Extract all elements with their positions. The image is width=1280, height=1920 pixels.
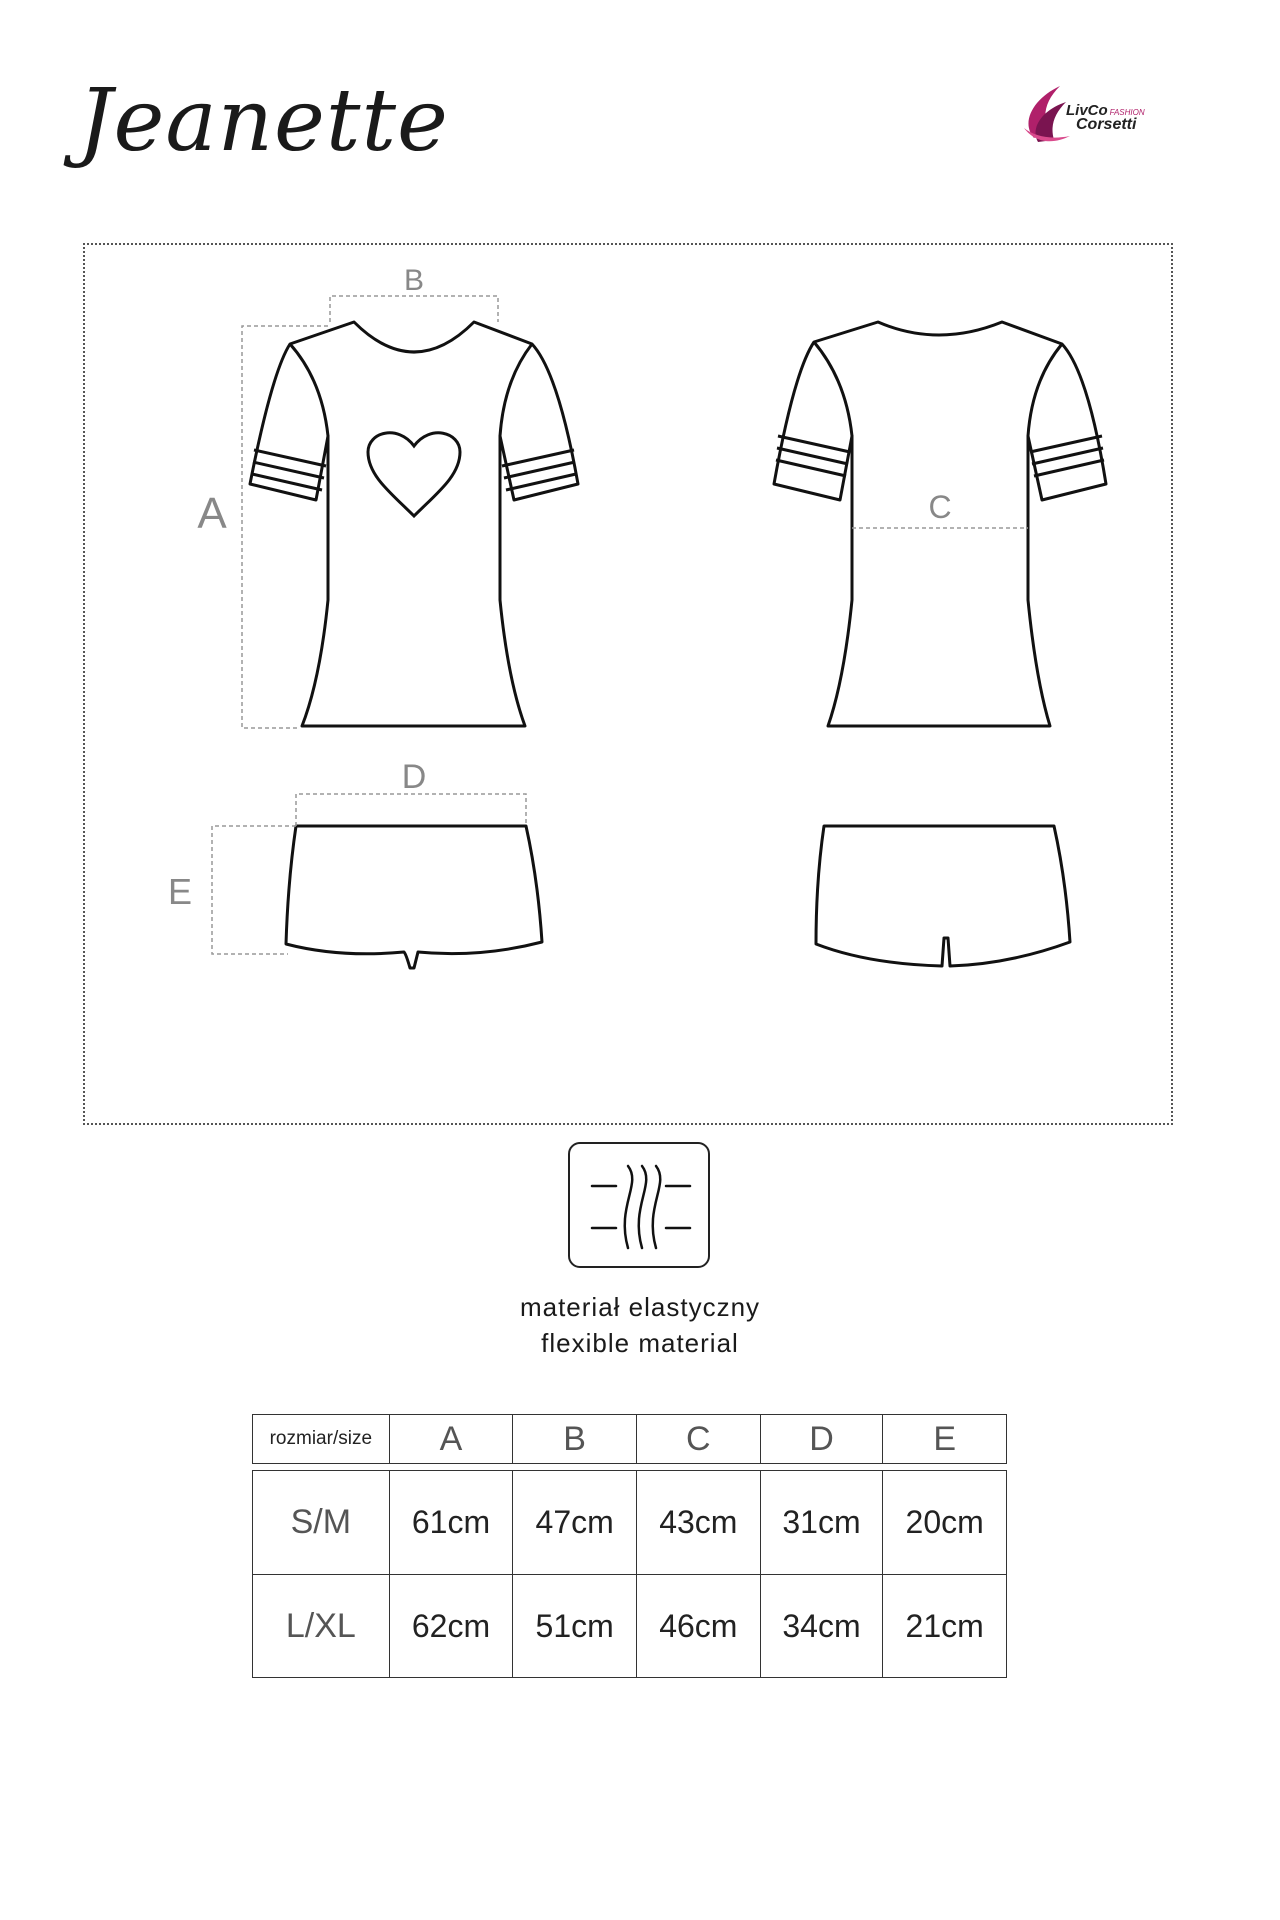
dimension-label-c: C [928,489,952,525]
care-text-pl: materiał elastyczny [519,1292,761,1322]
measurement-cell: 31cm [760,1471,883,1574]
brand-line2: Corsetti [1076,116,1137,133]
measurement-cell: 62cm [389,1575,513,1678]
dimension-label-a: A [197,489,227,538]
size-table-body [252,1470,1007,1678]
dimension-label-d: D [401,758,427,796]
back-shorts-drawing [816,826,1070,966]
size-table-header-cell: D [760,1415,883,1463]
size-table-header-cell: B [512,1415,636,1463]
product-title: Jeanette [78,71,449,171]
measurement-cell: 46cm [636,1575,760,1678]
measurement-cell: 51cm [512,1575,636,1678]
flexible-material-badge [568,1142,710,1268]
size-name-cell: S/M [290,1503,352,1541]
measurement-cell: 61cm [389,1471,513,1574]
table-row [253,1574,1006,1678]
dimension-label-e: E [167,871,193,912]
front-shirt-drawing [250,322,578,726]
dimension-label-b: B [403,264,425,297]
size-table-header-cell: E [882,1415,1006,1463]
size-table-header-cell: C [636,1415,760,1463]
size-table-header [252,1414,1007,1464]
front-shorts-drawing [286,826,542,968]
size-name-cell: L/XL [285,1607,356,1645]
care-text-en: flexible material [541,1328,739,1358]
measurement-cell: 43cm [636,1471,760,1574]
measurement-cell: 20cm [882,1471,1006,1574]
measurement-cell: 47cm [512,1471,636,1574]
table-row [253,1471,1006,1574]
stretch-waves-icon [570,1144,712,1270]
measurement-cell: 21cm [882,1575,1006,1678]
brand-line1: LivCo FASHION [1066,102,1145,119]
size-table-header-cell: A [389,1415,513,1463]
size-table-header-cell: rozmiar/size [269,1428,373,1449]
measurement-cell: 34cm [760,1575,883,1678]
